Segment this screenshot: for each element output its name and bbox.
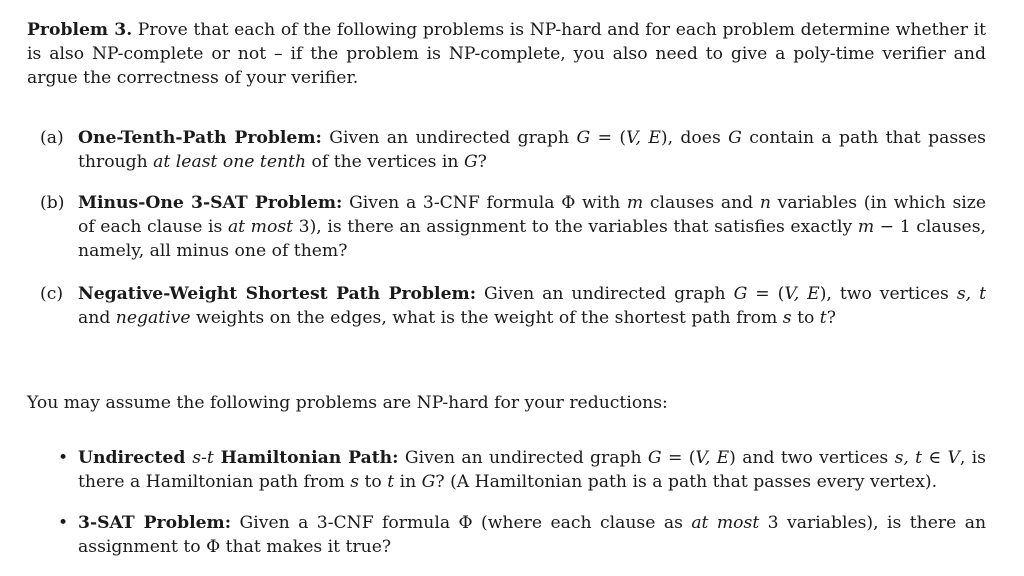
math-var: t (819, 308, 827, 328)
bullet-dot: • (58, 448, 69, 468)
math-var: G (728, 128, 742, 148)
bullet-title-post: Hamiltonian Path: (213, 448, 399, 468)
math-var: s (782, 308, 792, 328)
emphasis: at most (691, 513, 760, 533)
item-text: contain a path that passes through (78, 128, 986, 172)
bullet-item-3sat (58, 511, 987, 559)
math-var: m (857, 217, 875, 237)
bullet-dot: • (58, 513, 69, 533)
item-text: clauses and (643, 193, 760, 213)
problem-label: Problem 3. (27, 20, 133, 40)
bullet-item-hamiltonian (58, 446, 986, 494)
item-text: ), does (660, 128, 729, 148)
item-text: weights on the edges, what is the weight of the shortest path from (190, 308, 783, 328)
item-text: ? (477, 152, 487, 172)
emphasis: negative (115, 308, 191, 328)
problem-intro-text: Prove that each of the following problems is NP-hard and for each problem determine whether it is also NP-complete or not – if the problem is NP-complete, you also need to give a poly-time verifier and argue the correctness of your verifier. (27, 20, 987, 88)
item-text: 3 variables), is there an assignment to Φ that makes it true? (78, 513, 987, 557)
item-marker: (c) (40, 284, 64, 304)
math-var: G (463, 152, 478, 172)
item-title: Minus-One 3-SAT Problem: (78, 193, 343, 213)
item-text: Given an undirected graph (476, 284, 734, 304)
item-text: variables (in which size of each clause is (78, 193, 986, 237)
math-var: G (733, 284, 748, 304)
problem-item-c (40, 282, 986, 330)
item-text: ∈ (922, 448, 948, 468)
item-text: Given a 3-CNF formula Φ with (342, 193, 627, 213)
math-var: t (387, 472, 395, 492)
problem-intro (27, 18, 986, 90)
assume-text: You may assume the following problems are NP-hard for your reductions: (27, 393, 668, 413)
item-text: = ( (590, 128, 627, 148)
item-text: Given an undirected graph (321, 128, 577, 148)
math-var: n (759, 193, 771, 213)
math-var: s, t (956, 284, 986, 304)
math-var: G (576, 128, 591, 148)
emphasis: at least one tenth (153, 152, 307, 172)
bullet-title: 3-SAT Problem: (78, 513, 232, 533)
math-var: s-t (192, 448, 214, 468)
item-text: ? (A Hamiltonian path is a path that passes every vertex). (435, 472, 938, 492)
math-var: V, E (626, 128, 661, 148)
item-text: Given a 3-CNF formula Φ (where each clause as (231, 513, 692, 533)
item-text: and (78, 308, 116, 328)
item-text: ) and two vertices (729, 448, 895, 468)
item-text: 3), is there an assignment to the variables that satisfies exactly (293, 217, 858, 237)
item-text: Given an undirected graph (398, 448, 648, 468)
problem-item-b (40, 191, 986, 263)
math-var: G (647, 448, 662, 468)
item-marker: (b) (40, 193, 65, 213)
problem-item-a (40, 126, 986, 174)
math-var: V, E (695, 448, 730, 468)
item-text: ), two vertices (819, 284, 957, 304)
math-var: V (947, 448, 960, 468)
item-text: to (791, 308, 820, 328)
math-var: s, t (894, 448, 923, 468)
item-title: One-Tenth-Path Problem: (78, 128, 322, 148)
item-text: to (359, 472, 388, 492)
item-marker: (a) (40, 128, 64, 148)
item-text: , is there a Hamiltonian path from (78, 448, 986, 492)
math-var: s (350, 472, 360, 492)
math-var: m (626, 193, 644, 213)
emphasis: at most (227, 217, 294, 237)
bullet-title-pre: Undirected (78, 448, 193, 468)
item-text: − 1 clauses, namely, all minus one of them? (78, 217, 986, 261)
math-var: V, E (784, 284, 820, 304)
bullet-title (78, 448, 399, 468)
item-text: in (394, 472, 422, 492)
item-text: = ( (747, 284, 785, 304)
item-text: of the vertices in (306, 152, 464, 172)
item-title: Negative-Weight Shortest Path Problem: (78, 284, 477, 304)
math-var: G (421, 472, 436, 492)
item-text: = ( (661, 448, 696, 468)
item-text: ? (826, 308, 836, 328)
